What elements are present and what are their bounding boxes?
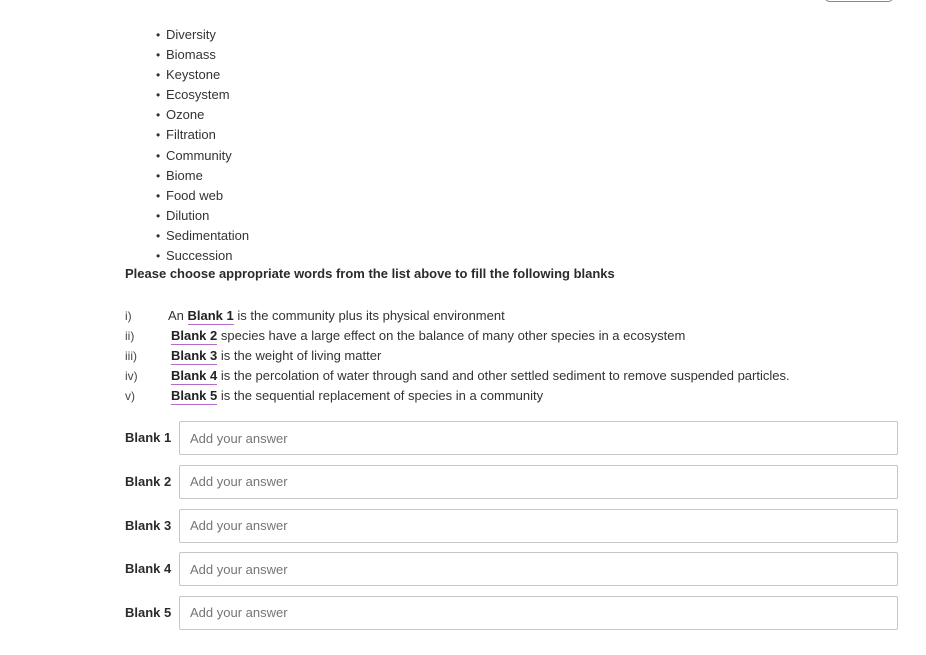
word-list-item: • Keystone bbox=[156, 65, 249, 85]
answer-label: Blank 3 bbox=[125, 517, 172, 533]
word-list-item: • Food web bbox=[156, 186, 249, 206]
answer-row-blank-3 bbox=[125, 509, 898, 543]
question-list bbox=[125, 306, 790, 406]
word-list-item: • Filtration bbox=[156, 125, 249, 145]
bullet-icon: • bbox=[156, 68, 161, 83]
question-text: Blank 4 is the percolation of water through sand and other settled sediment to remove suspended particles. bbox=[171, 368, 790, 383]
blank-reference: Blank 2 bbox=[171, 328, 218, 343]
blank-3-input[interactable] bbox=[179, 509, 898, 543]
answer-row-blank-2 bbox=[125, 465, 898, 499]
question-item bbox=[125, 326, 790, 346]
blank-reference: Blank 3 bbox=[171, 348, 218, 363]
blank-reference: Blank 4 bbox=[171, 368, 218, 383]
blank-reference: Blank 1 bbox=[187, 308, 234, 323]
answer-row-blank-1 bbox=[125, 421, 898, 455]
answer-label: Blank 2 bbox=[125, 473, 172, 489]
answer-label: Blank 1 bbox=[125, 430, 172, 445]
question-text: An Blank 1 is the community plus its physical environment bbox=[168, 308, 505, 323]
question-item bbox=[125, 366, 790, 386]
question-number: v) bbox=[125, 389, 135, 403]
question-number: iv) bbox=[125, 369, 138, 383]
word-list-item: • Biome bbox=[156, 166, 249, 186]
word-list-item: • Dilution bbox=[156, 206, 249, 226]
word-list-item: • Succession bbox=[156, 246, 249, 266]
bullet-icon: • bbox=[156, 228, 161, 243]
blank-4-input[interactable] bbox=[179, 552, 898, 586]
bullet-icon: • bbox=[156, 249, 161, 264]
question-number: i) bbox=[125, 309, 132, 323]
bullet-icon: • bbox=[156, 88, 161, 103]
question-item bbox=[125, 386, 790, 406]
word-list-item: • Diversity bbox=[156, 25, 249, 45]
answer-row-blank-5 bbox=[125, 596, 898, 630]
question-text: Blank 5 is the sequential replacement of species in a community bbox=[171, 388, 544, 403]
word-list-item: • Ozone bbox=[156, 105, 249, 125]
answer-row-blank-4 bbox=[125, 552, 898, 586]
blank-1-input[interactable] bbox=[179, 421, 898, 455]
word-list-item: • Community bbox=[156, 146, 249, 166]
bullet-icon: • bbox=[156, 108, 161, 123]
blank-5-input[interactable] bbox=[179, 596, 898, 630]
question-text: Blank 2 species have a large effect on the balance of many other species in a ecosystem bbox=[171, 328, 686, 343]
answer-label: Blank 5 bbox=[125, 604, 172, 620]
word-list bbox=[156, 25, 249, 266]
question-item bbox=[125, 306, 790, 326]
instruction-text: Please choose appropriate words from the list above to fill the following blanks bbox=[125, 266, 615, 281]
bullet-icon: • bbox=[156, 208, 161, 223]
question-number: iii) bbox=[125, 349, 137, 363]
bullet-icon: • bbox=[156, 28, 161, 42]
word-list-item: • Biomass bbox=[156, 45, 249, 65]
question-number: ii) bbox=[125, 329, 135, 343]
question-item bbox=[125, 346, 790, 366]
answer-label: Blank 4 bbox=[125, 561, 172, 576]
answer-section bbox=[125, 421, 898, 639]
partial-button[interactable] bbox=[824, 0, 894, 2]
bullet-icon: • bbox=[156, 188, 161, 203]
word-list-item: • Sedimentation bbox=[156, 226, 249, 246]
blank-reference: Blank 5 bbox=[171, 388, 218, 403]
word-list-item: • Ecosystem bbox=[156, 85, 249, 105]
bullet-icon: • bbox=[156, 148, 161, 163]
bullet-icon: • bbox=[156, 48, 161, 63]
blank-2-input[interactable] bbox=[179, 465, 898, 499]
question-text: Blank 3 is the weight of living matter bbox=[171, 348, 382, 363]
bullet-icon: • bbox=[156, 168, 161, 183]
bullet-icon: • bbox=[156, 128, 161, 143]
